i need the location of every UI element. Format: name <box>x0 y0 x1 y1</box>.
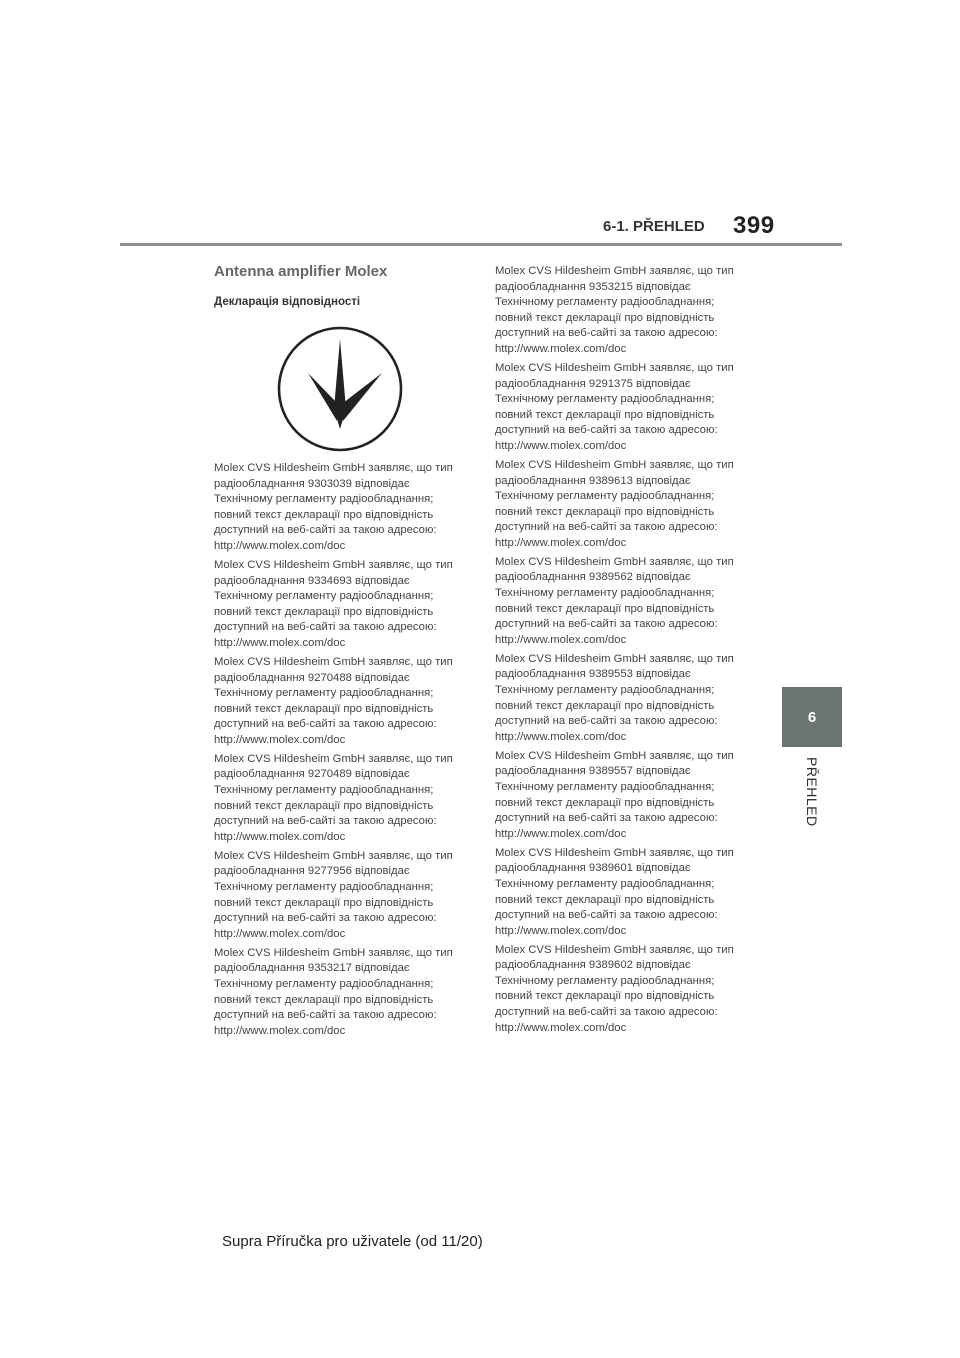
declaration-url: http://www.molex.com/doc <box>495 827 627 840</box>
declaration-url: http://www.molex.com/doc <box>495 730 627 743</box>
page-number: 399 <box>733 212 775 239</box>
declaration-line: радіообладнання 9389613 відповідає <box>495 474 691 487</box>
declaration-url: http://www.molex.com/doc <box>495 536 627 549</box>
declaration-line: радіообладнання 9277956 відповідає <box>214 865 410 878</box>
declaration-entry <box>214 946 484 1040</box>
section-title: Antenna amplifier Molex <box>214 263 388 280</box>
declaration-line: доступний на веб-сайті за такою адресою: <box>495 424 718 437</box>
declaration-line: Технічному регламенту радіообладнання; <box>495 780 715 793</box>
declaration-line: радіообладнання 9353215 відповідає <box>495 280 691 293</box>
declaration-line: Molex CVS Hildesheim GmbH заявляє, що тип <box>495 652 734 665</box>
chapter-tab-number: 6 <box>807 708 817 726</box>
declaration-entry <box>495 846 765 940</box>
declaration-url: http://www.molex.com/doc <box>495 439 627 452</box>
declaration-line: радіообладнання 9389601 відповідає <box>495 862 691 875</box>
declaration-url: http://www.molex.com/doc <box>495 342 627 355</box>
declaration-line: Технічному регламенту радіообладнання; <box>214 493 434 506</box>
declaration-line: радіообладнання 9291375 відповідає <box>495 377 691 390</box>
declaration-line: повний текст декларації про відповідність <box>495 796 715 809</box>
declaration-entry <box>495 458 765 552</box>
declaration-line: Molex CVS Hildesheim GmbH заявляє, що тип <box>495 846 734 859</box>
declaration-line: радіообладнання 9389557 відповідає <box>495 765 691 778</box>
declaration-url: http://www.molex.com/doc <box>214 539 346 552</box>
ukrainian-conformity-mark-icon <box>276 325 404 453</box>
declaration-line: Технічному регламенту радіообладнання; <box>214 784 434 797</box>
chapter-side-label-text: PŘEHLED <box>804 757 820 827</box>
declaration-line: Molex CVS Hildesheim GmbH заявляє, що тип <box>214 849 453 862</box>
declaration-line: радіообладнання 9270489 відповідає <box>214 768 410 781</box>
declaration-line: повний текст декларації про відповідність <box>214 993 434 1006</box>
declaration-entry <box>495 652 765 746</box>
declaration-line: радіообладнання 9353217 відповідає <box>214 962 410 975</box>
declaration-line: повний текст декларації про відповідність <box>495 893 715 906</box>
declaration-entry <box>214 558 484 652</box>
declaration-line: доступний на веб-сайті за такою адресою: <box>495 715 718 728</box>
declaration-url: http://www.molex.com/doc <box>214 830 346 843</box>
declaration-line: доступний на веб-сайті за такою адресою: <box>495 618 718 631</box>
declaration-line: Технічному регламенту радіообладнання; <box>495 393 715 406</box>
declaration-line: повний текст декларації про відповідність <box>495 505 715 518</box>
declaration-line: Molex CVS Hildesheim GmbH заявляє, що тип <box>214 462 453 474</box>
declaration-line: повний текст декларації про відповідність <box>495 602 715 615</box>
declaration-line: Molex CVS Hildesheim GmbH заявляє, що тип <box>495 458 734 471</box>
declaration-line: радіообладнання 9334693 відповідає <box>214 574 410 587</box>
declaration-line: доступний на веб-сайті за такою адресою: <box>214 621 437 634</box>
declaration-line: радіообладнання 9389553 відповідає <box>495 668 691 681</box>
declaration-line: радіообладнання 9303039 відповідає <box>214 477 410 490</box>
declaration-line: Технічному регламенту радіообладнання; <box>495 684 715 696</box>
declaration-entry <box>214 849 484 943</box>
declaration-line: Технічному регламенту радіообладнання; <box>495 587 715 600</box>
declaration-line: Molex CVS Hildesheim GmbH заявляє, що тип <box>495 361 734 374</box>
declaration-line: Molex CVS Hildesheim GmbH заявляє, що тип <box>495 265 734 277</box>
declaration-entry <box>495 943 765 1037</box>
declaration-line: повний текст декларації про відповідність <box>214 508 434 521</box>
declaration-line: Технічному регламенту радіообладнання; <box>214 590 434 603</box>
declaration-line: Технічному регламенту радіообладнання; <box>214 977 434 990</box>
declaration-line: радіообладнання 9389562 відповідає <box>495 571 691 584</box>
declaration-line: радіообладнання 9270488 відповідає <box>214 671 410 684</box>
declaration-url: http://www.molex.com/doc <box>214 927 346 940</box>
declaration-line: доступний на веб-сайті за такою адресою: <box>214 912 437 925</box>
subsection-title: Декларація відповідності <box>214 296 361 308</box>
declaration-line: Технічному регламенту радіообладнання; <box>214 881 434 893</box>
declaration-line: Molex CVS Hildesheim GmbH заявляє, що тип <box>495 555 734 568</box>
declaration-line: повний текст декларації про відповідність <box>495 990 715 1003</box>
declaration-line: доступний на веб-сайті за такою адресою: <box>495 327 718 340</box>
declaration-line: доступний на веб-сайті за такою адресою: <box>495 521 718 534</box>
declaration-entry <box>214 655 484 749</box>
declaration-line: Molex CVS Hildesheim GmbH заявляє, що тип <box>214 752 453 765</box>
declaration-url: http://www.molex.com/doc <box>214 636 346 649</box>
declaration-entry <box>495 361 765 455</box>
declaration-url: http://www.molex.com/doc <box>495 924 627 937</box>
declaration-entry <box>495 749 765 843</box>
declaration-entry <box>214 461 484 555</box>
declaration-line: доступний на веб-сайті за такою адресою: <box>214 1009 437 1022</box>
declaration-line: доступний на веб-сайті за такою адресою: <box>495 812 718 825</box>
declaration-line: повний текст декларації про відповідність <box>214 605 434 618</box>
declaration-line: доступний на веб-сайті за такою адресою: <box>214 718 437 731</box>
declaration-line: повний текст декларації про відповідність <box>214 896 434 909</box>
declaration-line: Технічному регламенту радіообладнання; <box>495 296 715 309</box>
declaration-line: Технічному регламенту радіообладнання; <box>495 877 715 890</box>
header-divider <box>120 243 842 246</box>
chapter-tab <box>782 687 842 747</box>
declaration-line: Технічному регламенту радіообладнання; <box>214 687 434 700</box>
declaration-line: доступний на веб-сайті за такою адресою: <box>495 1006 718 1019</box>
declaration-line: Molex CVS Hildesheim GmbH заявляє, що тип <box>214 558 453 571</box>
declaration-line: доступний на веб-сайті за такою адресою: <box>214 815 437 828</box>
declaration-line: Molex CVS Hildesheim GmbH заявляє, що тип <box>495 943 734 956</box>
declaration-line: повний текст декларації про відповідність <box>495 699 715 712</box>
declaration-entry <box>495 555 765 649</box>
declaration-entry <box>214 752 484 846</box>
declaration-line: повний текст декларації про відповідність <box>495 408 715 421</box>
declaration-line: доступний на веб-сайті за такою адресою: <box>495 909 718 922</box>
declaration-line: радіообладнання 9389602 відповідає <box>495 959 691 972</box>
footer-manual-title: Supra Příručka pro uživatele (od 11/20) <box>222 1233 483 1250</box>
declaration-url: http://www.molex.com/doc <box>214 1024 346 1037</box>
declaration-line: Molex CVS Hildesheim GmbH заявляє, що тип <box>495 749 734 762</box>
declaration-line: Molex CVS Hildesheim GmbH заявляє, що тип <box>214 655 453 668</box>
declaration-entry <box>495 264 765 358</box>
declarations-right-column <box>495 264 765 1040</box>
declarations-left-column <box>214 461 484 1043</box>
declaration-url: http://www.molex.com/doc <box>495 633 627 646</box>
chapter-side-label <box>802 757 822 837</box>
declaration-line: Технічному регламенту радіообладнання; <box>495 974 715 987</box>
header-section-title: 6-1. PŘEHLED <box>603 218 705 235</box>
declaration-line: повний текст декларації про відповідність <box>214 702 434 715</box>
declaration-line: Технічному регламенту радіообладнання; <box>495 490 715 503</box>
declaration-url: http://www.molex.com/doc <box>495 1021 627 1034</box>
declaration-line: Molex CVS Hildesheim GmbH заявляє, що тип <box>214 946 453 959</box>
declaration-line: доступний на веб-сайті за такою адресою: <box>214 524 437 537</box>
declaration-line: повний текст декларації про відповідність <box>214 799 434 812</box>
declaration-line: повний текст декларації про відповідність <box>495 311 715 324</box>
declaration-url: http://www.molex.com/doc <box>214 733 346 746</box>
